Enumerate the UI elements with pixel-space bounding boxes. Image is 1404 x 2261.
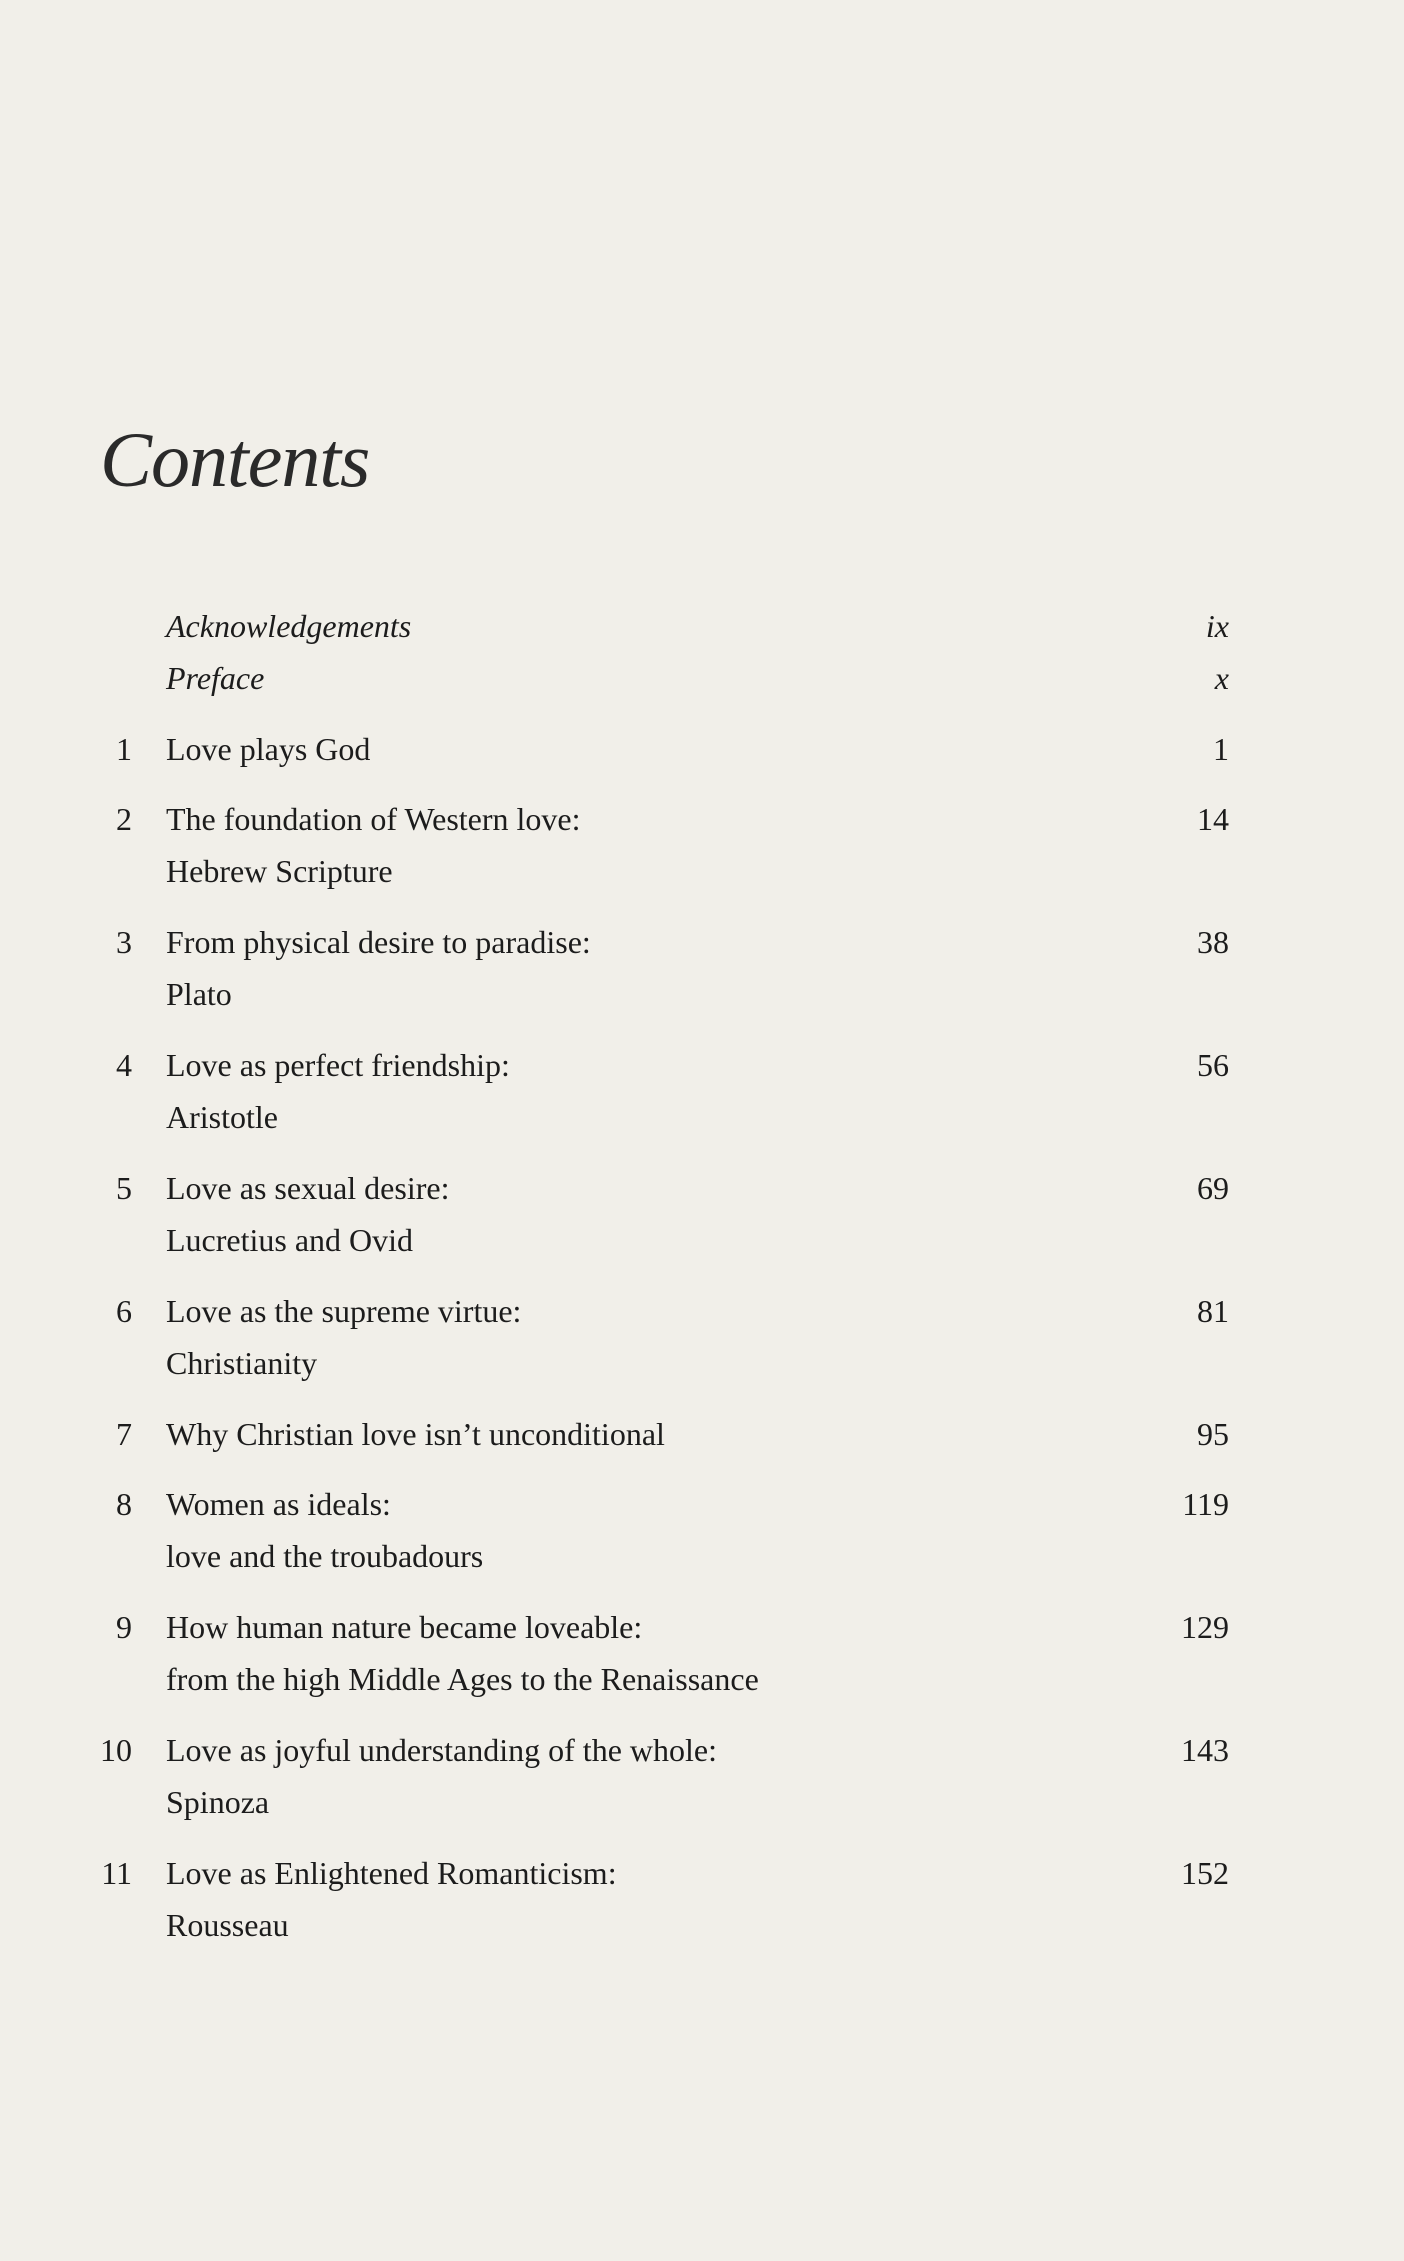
- chapter-page: 152: [1181, 1855, 1229, 1891]
- chapter-subtitle: Aristotle: [166, 1099, 278, 1135]
- chapter-number: 10: [100, 1732, 132, 1768]
- chapter-page: 129: [1181, 1609, 1229, 1645]
- toc-entry-page: ix: [1205, 608, 1229, 644]
- chapter-title: How human nature became loveable:: [166, 1609, 643, 1645]
- chapter-subtitle: Hebrew Scripture: [166, 853, 393, 889]
- chapter-subtitle: from the high Middle Ages to the Renaissance: [166, 1661, 759, 1697]
- chapter-subtitle: Rousseau: [166, 1907, 289, 1943]
- chapter-number: 7: [116, 1416, 132, 1452]
- chapter-title: Love as Enlightened Romanticism:: [166, 1855, 617, 1891]
- chapter-number: 9: [116, 1609, 132, 1645]
- chapter-subtitle: love and the troubadours: [166, 1538, 484, 1574]
- chapter-number: 2: [116, 801, 132, 837]
- chapter-number: 6: [116, 1293, 132, 1329]
- chapter-page: 38: [1197, 924, 1229, 960]
- chapter-title: Love as perfect friendship:: [166, 1047, 510, 1083]
- chapter-title: Love plays God: [166, 731, 371, 767]
- chapter-page: 69: [1197, 1170, 1229, 1206]
- chapter-page: 143: [1181, 1732, 1229, 1768]
- chapter-page: 56: [1197, 1047, 1229, 1083]
- chapter-title: Women as ideals:: [166, 1486, 391, 1522]
- toc-entry-page: x: [1214, 660, 1229, 696]
- chapter-title: Why Christian love isn’t unconditional: [166, 1416, 665, 1452]
- chapter-title: Love as sexual desire:: [166, 1170, 450, 1206]
- chapter-subtitle: Christianity: [166, 1345, 318, 1381]
- chapter-subtitle: Plato: [166, 976, 232, 1012]
- toc-entry-title: Preface: [166, 660, 265, 696]
- chapter-title: Love as joyful understanding of the whole:: [166, 1732, 717, 1768]
- chapter-title: From physical desire to paradise:: [166, 924, 591, 960]
- chapter-number: 5: [116, 1170, 132, 1206]
- page-title: Contents: [100, 416, 370, 503]
- chapter-page: 119: [1182, 1486, 1229, 1522]
- chapter-subtitle: Spinoza: [166, 1784, 270, 1820]
- chapter-number: 1: [116, 731, 132, 767]
- chapter-page: 14: [1197, 801, 1229, 837]
- chapter-page: 1: [1213, 731, 1229, 767]
- chapter-title: The foundation of Western love:: [166, 801, 581, 837]
- chapter-number: 11: [101, 1855, 132, 1891]
- chapter-number: 4: [116, 1047, 132, 1083]
- chapter-number: 8: [116, 1486, 132, 1522]
- chapter-number: 3: [116, 924, 132, 960]
- chapter-page: 81: [1197, 1293, 1229, 1329]
- toc-entry-title: Acknowledgements: [166, 608, 412, 644]
- chapter-subtitle: Lucretius and Ovid: [166, 1222, 414, 1258]
- chapter-page: 95: [1197, 1416, 1229, 1452]
- chapter-title: Love as the supreme virtue:: [166, 1293, 522, 1329]
